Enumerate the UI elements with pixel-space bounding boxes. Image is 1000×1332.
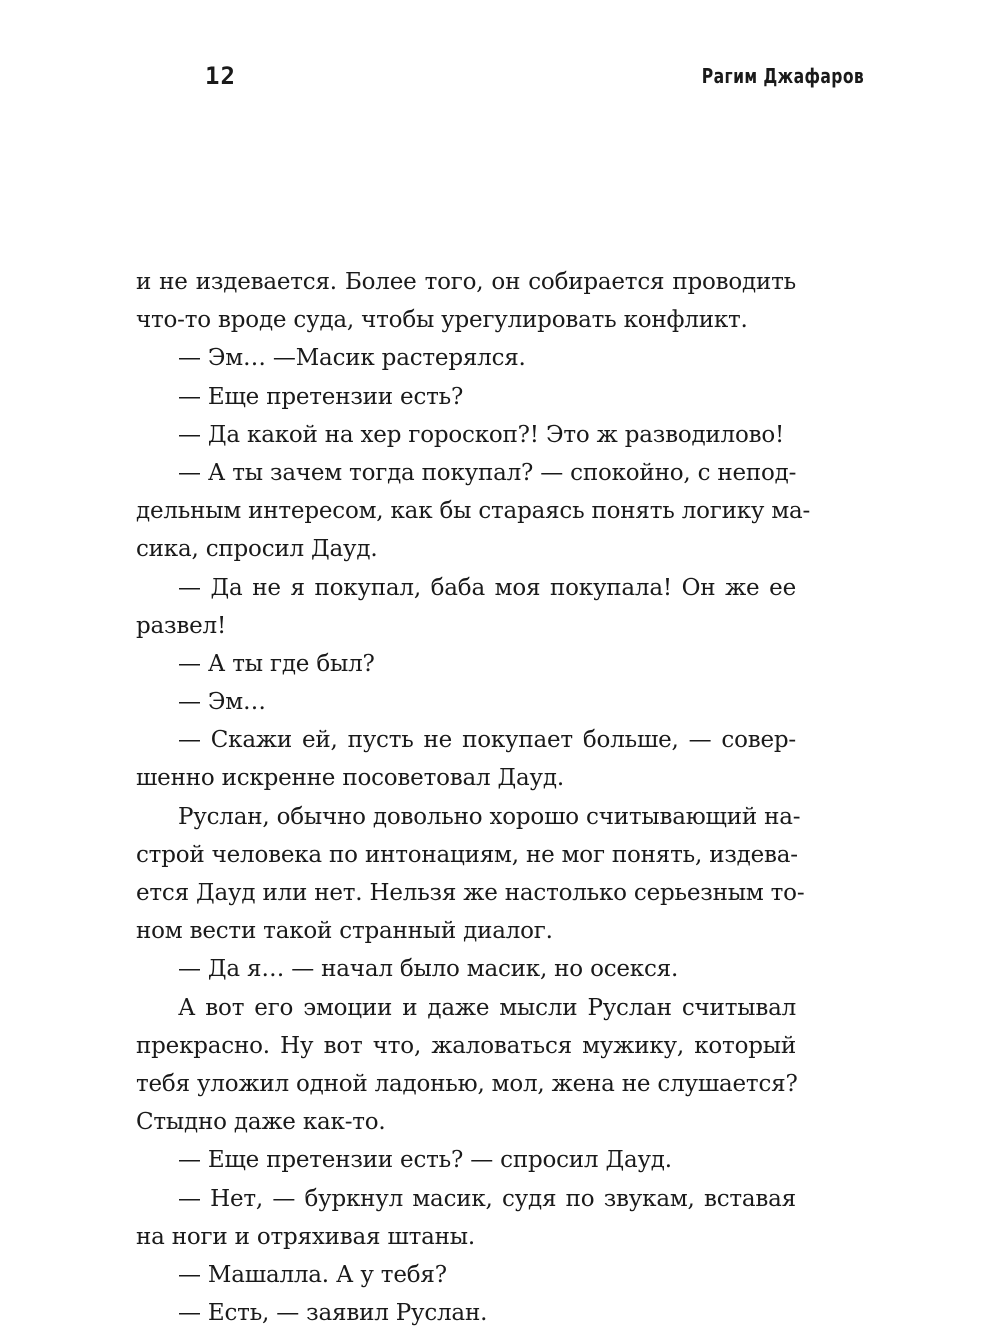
text-line: — Да не я покупал, баба моя покупала! Он же ее xyxy=(178,574,796,601)
text-line: — Еще претензии есть? xyxy=(178,383,464,410)
text-line: тебя уложил одной ладонью, мол, жена не слушается? xyxy=(136,1070,798,1097)
body-text xyxy=(136,263,811,1332)
text-line: на ноги и отряхивая штаны. xyxy=(136,1223,476,1250)
text-line: и не издевается. Более того, он собирается проводить xyxy=(136,269,796,295)
text-line: дельным интересом, как бы стараясь понять логику ма- xyxy=(136,498,811,525)
text-line: шенно искренне посоветовал Дауд. xyxy=(136,765,564,792)
text-line: — Эм… —Масик растерялся. xyxy=(178,345,526,372)
text-line: А вот его эмоции и даже мысли Руслан считывал xyxy=(178,994,796,1021)
text-line: — Машалла. А у тебя? xyxy=(178,1261,447,1288)
page-number: 12 xyxy=(205,62,236,90)
running-head-author: Рагим Джафаров xyxy=(701,64,864,88)
text-line: ется Дауд или нет. Нельзя же настолько серьезным то- xyxy=(136,880,805,906)
text-line: строй человека по интонациям, не мог понять, издева- xyxy=(136,841,798,868)
text-line: — А ты зачем тогда покупал? — спокойно, с непод- xyxy=(178,459,797,486)
text-line: — Да я… — начал было масик, но осекся. xyxy=(178,956,679,983)
text-line: что-то вроде суда, чтобы урегулировать конфликт. xyxy=(136,307,748,334)
text-line: — А ты где был? xyxy=(178,650,375,677)
text-line: ном вести такой странный диалог. xyxy=(136,918,553,945)
text-line: развел! xyxy=(136,612,226,639)
text-line: — Еще претензии есть? — спросил Дауд. xyxy=(178,1147,672,1174)
text-line: сика, спросил Дауд. xyxy=(136,536,378,563)
text-line: — Скажи ей, пусть не покупает больше, — совер- xyxy=(178,727,796,754)
text-line: прекрасно. Ну вот что, жаловаться мужику, который xyxy=(136,1032,796,1059)
page-header xyxy=(200,62,864,102)
text-line: Стыдно даже как-то. xyxy=(136,1109,386,1136)
text-line: — Нет, — буркнул масик, судя по звукам, вставая xyxy=(178,1185,796,1212)
text-line: — Есть, — заявил Руслан. xyxy=(178,1300,488,1327)
text-line: — Эм… xyxy=(178,689,266,716)
text-line: — Да какой на хер гороскоп?! Это ж разводилово! xyxy=(178,421,785,448)
text-line: Руслан, обычно довольно хорошо считывающий на- xyxy=(178,803,801,830)
